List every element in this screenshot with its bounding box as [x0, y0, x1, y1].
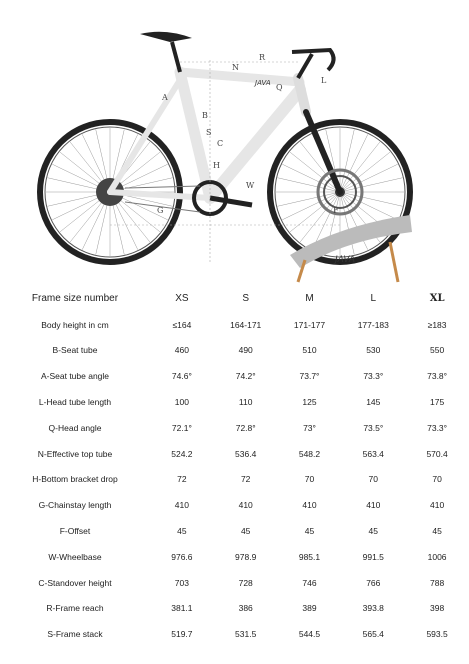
cell-value: 73.8°: [427, 371, 448, 382]
table-header-row: [0, 286, 469, 312]
cell-value: 171-177: [293, 319, 326, 330]
row-label: C-Standover height: [38, 577, 112, 588]
table-row: [0, 415, 469, 441]
cell-value: 175: [430, 397, 445, 408]
geo-letter-n: N: [232, 63, 239, 72]
handlebar: [292, 50, 334, 70]
cell-value: 788: [430, 577, 445, 588]
cell-value: 73.7°: [299, 371, 320, 382]
size-m: M: [305, 293, 314, 305]
cell-value: 381.1: [171, 603, 193, 614]
table-row: [0, 338, 469, 364]
geo-letter-l: L: [321, 76, 327, 85]
cell-value: 100: [174, 397, 189, 408]
bike-illustration: [0, 0, 469, 290]
cell-value: 985.1: [298, 551, 321, 562]
geometry-table: [0, 286, 469, 647]
frame-brand: JAVA: [255, 79, 271, 87]
size-xs: XS: [175, 293, 189, 305]
cell-value: 164-171: [230, 319, 262, 330]
cell-value: 389: [302, 603, 317, 614]
cell-value: 410: [238, 500, 253, 511]
cell-value: 548.2: [298, 448, 321, 459]
bike-frame: [110, 72, 340, 198]
cell-value: 728: [238, 577, 253, 588]
cell-value: 570.4: [426, 448, 448, 459]
geo-letter-q: Q: [276, 83, 283, 92]
header-label: Frame size number: [31, 293, 119, 305]
row-label: A-Seat tube angle: [40, 371, 110, 382]
stem: [298, 54, 312, 78]
cell-value: ≥183: [427, 319, 447, 330]
cell-value: 531.5: [235, 629, 257, 640]
cell-value: 45: [177, 526, 187, 537]
geo-letter-g: G: [157, 206, 164, 215]
row-label: R-Frame reach: [46, 603, 104, 614]
cell-value: 410: [366, 500, 381, 511]
cell-value: 45: [240, 526, 251, 537]
cell-value: 490: [238, 345, 253, 356]
bike-photo: [0, 0, 469, 290]
geo-letter-w: W: [246, 181, 255, 190]
cell-value: 1006: [427, 551, 447, 562]
cell-value: 74.6°: [171, 371, 192, 382]
cell-value: 72: [240, 474, 251, 485]
cell-value: 73°: [303, 422, 316, 433]
geo-letter-s: S: [206, 128, 212, 137]
cell-value: 563.4: [362, 448, 384, 459]
cell-value: 410: [302, 500, 317, 511]
cell-value: 519.7: [171, 629, 193, 640]
row-label: H-Bottom bracket drop: [32, 474, 118, 485]
cell-value: 73.3°: [363, 371, 384, 382]
table-row: [0, 544, 469, 570]
table-row: [0, 570, 469, 596]
row-label: N-Effective top tube: [37, 448, 113, 459]
table-row: [0, 467, 469, 493]
row-label: Q-Head angle: [48, 422, 102, 433]
cell-value: 125: [302, 397, 317, 408]
cell-value: 72.8°: [235, 422, 256, 433]
cell-value: 746: [302, 577, 317, 588]
cell-value: 536.4: [235, 448, 257, 459]
cell-value: 703: [174, 577, 189, 588]
cell-value: 398: [430, 603, 445, 614]
cell-value: 544.5: [298, 629, 321, 640]
crank-arm: [210, 198, 252, 205]
cell-value: 766: [366, 577, 381, 588]
geo-letter-c: C: [217, 139, 224, 148]
table-row: [0, 441, 469, 467]
cell-value: 70: [368, 474, 379, 485]
cell-value: 72: [177, 474, 187, 485]
cell-value: 110: [238, 397, 253, 408]
table-row: [0, 389, 469, 415]
cell-value: 45: [304, 526, 315, 537]
cell-value: ≤164: [172, 319, 192, 330]
row-label: B-Seat tube: [52, 345, 98, 356]
cell-value: 976.6: [171, 551, 193, 562]
geo-letter-f: F: [333, 206, 339, 215]
table-row: [0, 492, 469, 518]
cell-value: 70: [304, 474, 315, 485]
cell-value: 410: [430, 500, 445, 511]
cell-value: 460: [174, 345, 189, 356]
cell-value: 550: [430, 345, 445, 356]
size-s: S: [242, 293, 250, 305]
cell-value: 177-183: [357, 319, 389, 330]
cell-value: 565.4: [362, 629, 384, 640]
stand-brand: JAVA: [335, 255, 356, 265]
cell-value: 74.2°: [235, 371, 256, 382]
cell-value: 45: [368, 526, 379, 537]
cell-value: 73.3°: [427, 422, 448, 433]
size-l: L: [370, 293, 377, 305]
row-label: L-Head tube length: [38, 397, 112, 408]
row-label: Body height in cm: [41, 319, 109, 330]
table-row: [0, 621, 469, 647]
row-label: G-Chainstay length: [38, 500, 112, 511]
cell-value: 991.5: [362, 551, 384, 562]
cell-value: 410: [174, 500, 189, 511]
row-label: S-Frame stack: [47, 629, 103, 640]
cell-value: 386: [238, 603, 253, 614]
cell-value: 393.8: [362, 603, 384, 614]
geo-letter-h: H: [213, 161, 220, 170]
row-label: W-Wheelbase: [48, 551, 102, 562]
geo-letter-b: B: [202, 111, 208, 120]
cell-value: 73.5°: [363, 422, 384, 433]
cell-value: 510: [302, 345, 317, 356]
table-row: [0, 596, 469, 622]
cell-value: 145: [366, 397, 381, 408]
size-xl: XL: [429, 293, 445, 305]
cell-value: 524.2: [171, 448, 193, 459]
seatpost: [172, 42, 180, 72]
geo-letter-a: A: [162, 93, 168, 102]
table-row: [0, 518, 469, 544]
bike-stand: [290, 215, 412, 282]
cell-value: 593.5: [426, 629, 448, 640]
cell-value: 978.9: [235, 551, 257, 562]
row-label: F-Offset: [59, 526, 91, 537]
geo-letter-r: R: [259, 53, 266, 62]
table-row: [0, 312, 469, 338]
cell-value: 72.1°: [171, 422, 192, 433]
cell-value: 45: [432, 526, 442, 537]
cell-value: 530: [366, 345, 381, 356]
cell-value: 70: [432, 474, 442, 485]
saddle: [140, 32, 192, 42]
table-row: [0, 363, 469, 389]
